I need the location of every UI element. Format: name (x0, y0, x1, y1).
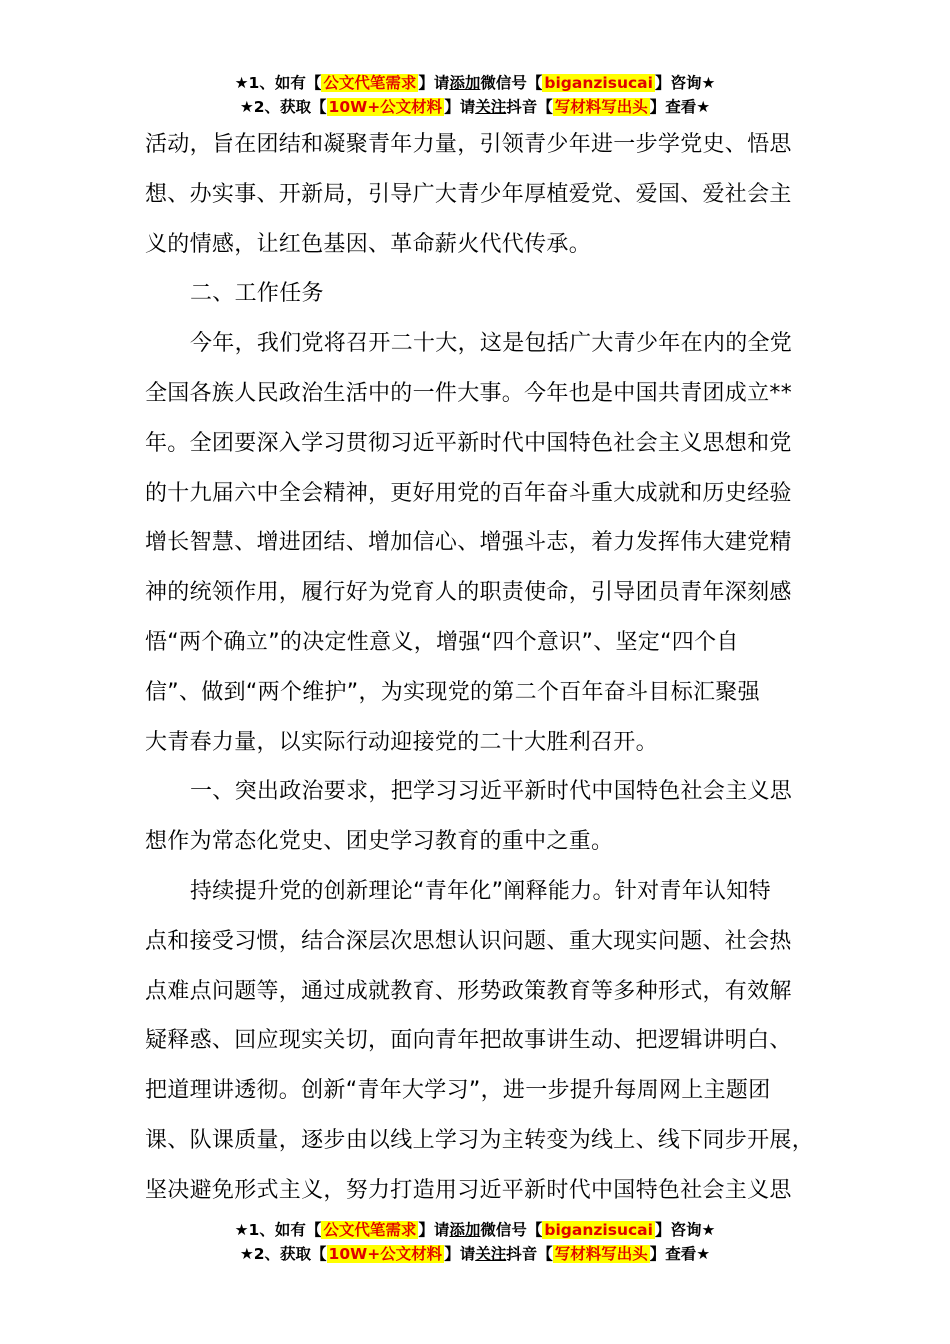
banner-line-1: ★1、如有【 公文代笔需求 】请添加微信号【 biganzisucai 】咨询★ (234, 74, 716, 92)
paragraph-continued: 活动，旨在团结和凝聚青年力量，引领青少年进一步学党史、悟思 想、办实事、开新局，引导广大青少年厚植爱党、爱国、爱社会主 义的情感，让红色基因、革命薪火代代传承。 (145, 132, 792, 257)
banner-line-2: ★2、获取【 10W+公文材料 】请关注抖音【 写材料写出头 】查看★ (239, 98, 711, 116)
highlight-douyin: 写材料写出头 (554, 98, 648, 116)
highlight-service: 公文代笔需求 (323, 74, 417, 92)
document-body (145, 120, 835, 1216)
header-banner (0, 72, 950, 120)
paragraph-body: 持续提升党的创新理论“青年化”阐释能力。针对青年认知特 点和接受习惯，结合深层次思想认识问题、重大现实问题、社会热 点难点问题等，通过成就教育、形势政策教育等多种形式，有效解 疑释惑、回应现实关切，面向青年把故事讲生动、把逻辑讲明白、 把道理讲透彻。创新“青年大学习”，进一步提升每周网上主题团 课、队课质量，逐步由以线上学习为主转变为线上、线下同步开展， 坚决避免形式主义，努力打造用习近平新时代中国特色社会主义思 (145, 878, 815, 1203)
highlight-wechat-id: biganzisucai (544, 74, 653, 92)
footer-line-1: ★1、如有【 公文代笔需求 】请添加微信号【 biganzisucai 】咨询★ (234, 1221, 716, 1239)
highlight-wechat-id: biganzisucai (544, 1221, 653, 1239)
highlight-service: 公文代笔需求 (323, 1221, 417, 1239)
section-heading: 二、工作任务 (190, 281, 324, 307)
highlight-materials: 10W+公文材料 (328, 98, 443, 116)
paragraph-tasks: 今年，我们党将召开二十大，这是包括广大青少年在内的全党 全国各族人民政治生活中的一件大事。今年也是中国共青团成立** 年。全团要深入学习贯彻习近平新时代中国特色社会主义思想和党 的十九届六中全会精神，更好用党的百年奋斗重大成就和历史经验 增长智慧、增进团结、增加信心、增强斗志，着力发挥伟大建党精 神的统领作用，履行好为党育人的职责使命，引导团员青年深刻感 悟“两个确立”的决定性意义，增强“四个意识”、坚定“四个自 信”、做到“两个维护”，为实现党的第二个百年奋斗目标汇聚强 大青春力量，以实际行动迎接党的二十大胜利召开。 (145, 331, 793, 755)
footer-line-2: ★2、获取【 10W+公文材料 】请关注抖音【 写材料写出头 】查看★ (239, 1245, 711, 1263)
highlight-douyin: 写材料写出头 (554, 1245, 648, 1263)
paragraph-subheading: 一、突出政治要求，把学习习近平新时代中国特色社会主义思 想作为常态化党史、团史学习教育的重中之重。 (145, 779, 793, 855)
footer-banner (0, 1219, 950, 1267)
highlight-materials: 10W+公文材料 (328, 1245, 443, 1263)
